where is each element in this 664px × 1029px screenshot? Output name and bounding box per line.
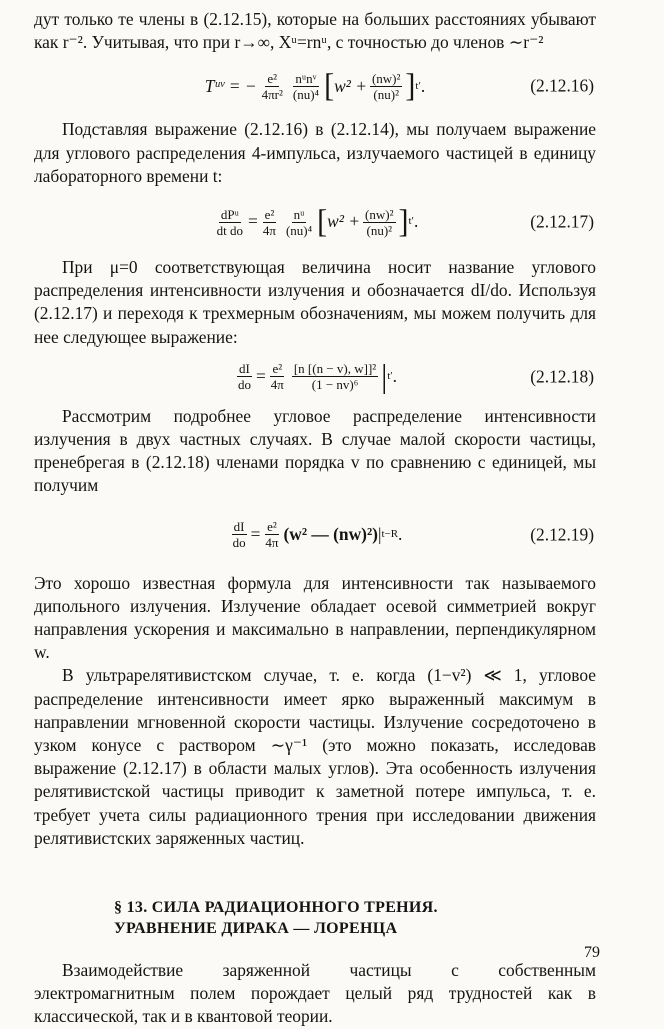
paragraph: Подставляя выражение (2.12.16) в (2.12.14), мы получаем выражение для углового распределения 4-импульса, излучаемого частицей в единицу лабораторного времени t: [34, 119, 596, 186]
paragraph: Рассмотрим подробнее угловое распределение интенсивности излучения в двух частных случаях. В случае малой скорости частицы, пренебрегая в (2.12.18) членами порядка v по сравнению с единицей, мы получим [34, 405, 596, 496]
fraction: $\frac{\text{nᵘ}}{\text{(nu)⁴}}$ [285, 206, 313, 238]
fraction: $\frac{\text{e²}}{4\pi}$ [265, 519, 279, 551]
section-heading-line: УРАВНЕНИЕ ДИРАКА — ЛОРЕНЦА [114, 920, 398, 938]
eq-subscript: t′ [387, 370, 393, 383]
eq-tail: . [398, 524, 403, 545]
equation-body [34, 67, 596, 105]
equation-body [34, 203, 596, 240]
fraction: $\frac{\text{[n [(n − v), w]]²}}{\text{(1 − nv)⁶}}$ [293, 361, 377, 393]
bracket-right: ] [398, 203, 409, 240]
section-heading-line: § 13. СИЛА РАДИАЦИОННОГО ТРЕНИЯ. [114, 899, 438, 917]
page-number: 79 [584, 944, 600, 961]
eq-equals: = [248, 211, 258, 232]
equation-2-12-19 [34, 500, 596, 570]
equation-body [34, 358, 596, 395]
paragraph: Это хорошо известная формула для интенсивности так называемого дипольного излучения. Излучение обладает осевой симметрией вокруг направления ускорения и максимально в направлении, перпендикулярном w. [34, 572, 596, 663]
section-heading [34, 897, 596, 939]
bracket-left: [ [317, 203, 328, 240]
equation-2-12-18 [34, 351, 596, 403]
eq-tail: . [420, 75, 426, 96]
equation-number: (2.12.18) [530, 366, 594, 387]
bracket-right: ] [405, 67, 416, 105]
bracket-left: [ [324, 67, 335, 105]
paragraph: При μ=0 соответствующая величина носит название углового распределения интенсивности излучения и обозначается dI/do. Используя (2.12.17) и переходя к трехмерным обозначениям, мы можем получить для нее следующее выражение: [34, 257, 596, 347]
eq-equals: = [255, 366, 266, 387]
fraction: $\frac{\text{e²}}{\text{4πr²}}$ [261, 70, 283, 102]
fraction: $\frac{\text{(nw)²}}{\text{(nu)²}}$ [365, 206, 394, 238]
fraction: $\frac{\text{e²}}{4\pi}$ [262, 206, 276, 238]
eq-term: (w² — (nw)²) [283, 524, 378, 545]
eq-tail: . [392, 366, 398, 387]
fraction: $\frac{dI}{do}$ [237, 361, 251, 393]
eval-bar: | [381, 358, 388, 395]
eq-term: w² + [327, 211, 361, 232]
eq-lhs: Tᵘᵛ = − [204, 75, 257, 96]
paragraph: В ультрарелятивистском случае, т. е. когда (1−v²) ≪ 1, угловое распределение интенсивности имеет ярко выраженный максимум в направлении мгновенной скорости частицы. Излучение сосредоточено в узком конусе с раствором ∼γ⁻¹ (это можно показать, исследовав выражение (2.12.17) в области малых углов). Эта особенность излучения релятивистской частицы приводит к заметной потере импульса, т. е. требует учета силы радиационного трения при исследовании движения релятивистских заряженных частиц. [34, 665, 596, 848]
equation-number: (2.12.19) [530, 524, 594, 545]
fraction: $\frac{\text{nᵘnᵛ}}{\text{(nu)⁴}}$ [292, 70, 320, 102]
equation-number: (2.12.16) [530, 75, 594, 96]
fraction: $\frac{dI}{do}$ [232, 519, 246, 551]
equation-2-12-16 [34, 56, 596, 116]
page-text [34, 8, 596, 1029]
eq-tail: . [413, 211, 419, 232]
fraction: $\frac{\text{dPᵘ}}{\text{dt do}}$ [216, 206, 244, 238]
eq-equals: = [250, 524, 261, 545]
eq-term: w² + [334, 75, 367, 96]
eq-subscript: t′ [415, 79, 421, 92]
fraction: $\frac{\text{e²}}{4\pi}$ [270, 361, 284, 393]
eval-bar: | [377, 524, 382, 545]
equation-body [34, 519, 596, 550]
equation-number: (2.12.17) [530, 211, 594, 232]
eq-subscript: t′ [408, 215, 414, 228]
paragraph: дут только те члены в (2.12.15), которые на больших расстояниях убывают как r⁻². Учитывая, что при r→∞, Xᵘ=rnᵘ, с точностью до членов ∼r⁻² [34, 9, 596, 53]
eq-subscript: t−R [381, 528, 399, 541]
fraction: $\frac{\text{(nw)²}}{\text{(nu)²}}$ [371, 70, 401, 102]
paragraph: Взаимодействие заряженной частицы с собственным электромагнитным полем порождает целый ряд трудностей как в классической, так и в квантовой теории. [34, 960, 596, 1027]
equation-2-12-17 [34, 190, 596, 254]
